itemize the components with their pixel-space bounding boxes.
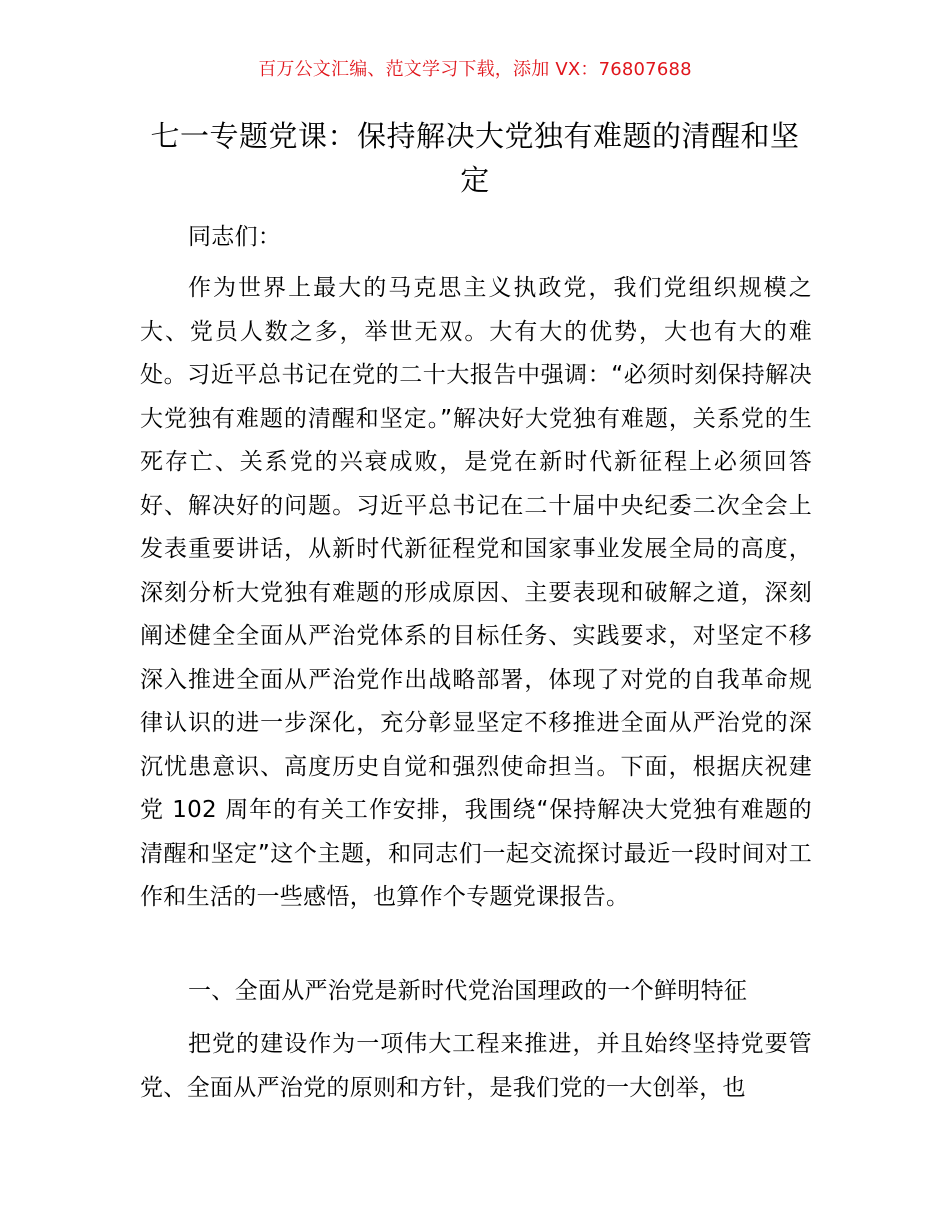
header-banner: 百万公文汇编、范文学习下载，添加 VX：76807688 <box>258 59 692 80</box>
document-title: 七一专题党课：保持解决大党独有难题的清醒和坚定 <box>150 119 800 197</box>
section-heading: 一、全面从严治党是新时代党治国理政的一个鲜明特征 <box>188 978 748 1004</box>
greeting: 同志们： <box>188 224 282 250</box>
body-paragraph: 作为世界上最大的马克思主义执政党，我们党组织规模之大、党员人数之多，举世无双。大有大的优势，大也有大的难处。习近平总书记在党的二十大报告中强调：“必须时刻保持解决大党独有难题的清醒和坚定。”解决好大党独有难题，关系党的生死存亡、关系党的兴衰成败，是党在新时代新征程上必须回答好、解决好的问题。习近平总书记在二十届中央纪委二次全会上发表重要讲话，从新时代新征程党和国家事业发展全局的高度，深刻分析大党独有难题的形成原因、主要表现和破解之道，深刻阐述健全全面从严治党体系的目标任务、实践要求，对坚定不移深入推进全面从严治党作出战略部署，体现了对党的自我革命规律认识的进一步深化，充分彰显坚定不移推进全面从严治党的深沉忧患意识、高度历史自觉和强烈使命担当。下面，根据庆祝建党 102 周年的有关工作安排，我围绕“保持解决大党独有难题的清醒和坚定”这个主题，和同志们一起交流探讨最近一段时间对工作和生活的一些感悟，也算作个专题党课报告。 <box>140 275 812 910</box>
section-paragraph: 把党的建设作为一项伟大工程来推进，并且始终坚持党要管党、全面从严治党的原则和方针，是我们党的一大创举，也 <box>140 1031 812 1101</box>
